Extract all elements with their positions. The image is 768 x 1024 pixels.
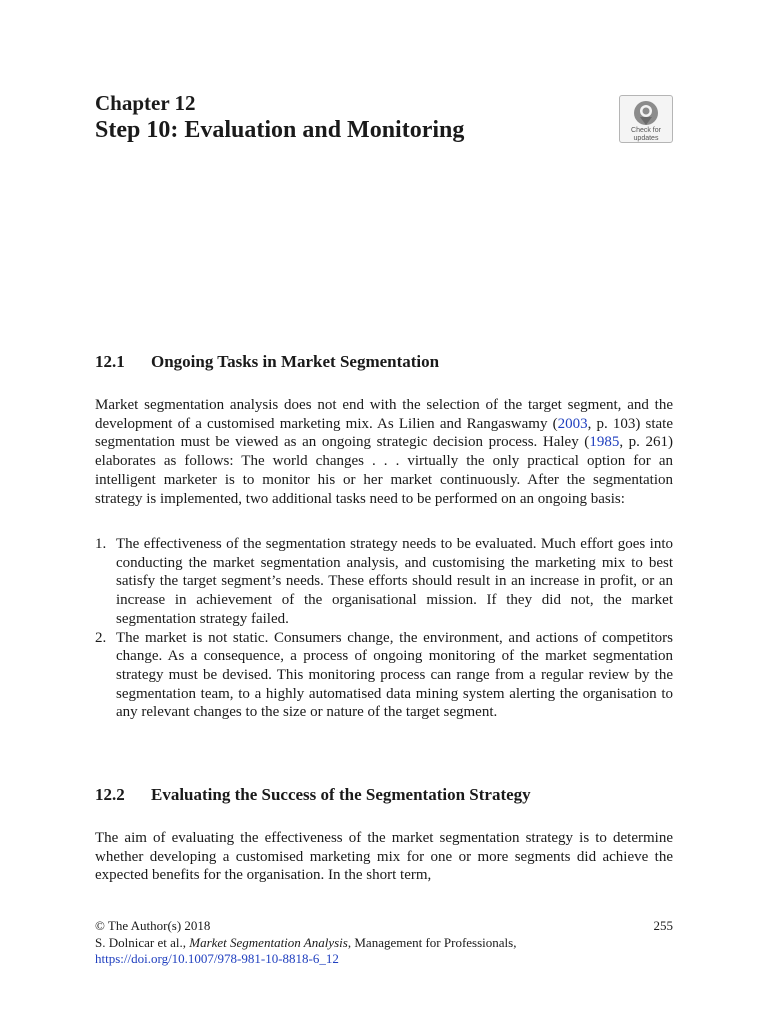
paragraph-text: Market segmentation analysis does not end with the selection of the target segment, and the development of a customised marketing mix. As Lilien and Rangaswamy (: [95, 397, 673, 432]
list-item: [95, 629, 673, 723]
citation-link-2003[interactable]: 2003: [557, 415, 588, 432]
paragraph-text: The aim of evaluating the effectiveness of the market segmentation strategy is to determine whether developing a customised marketing mix for one or more segments did achieve the expected benefits for the organisation. In the short term,: [95, 830, 673, 884]
chapter-label: Chapter 12: [95, 91, 196, 115]
paragraph-text: , p. 261) elaborates as follows: The world changes . . . virtually the only practical option for an intelligent marketer is to monitor his or her market continuously. After the segmentation strategy is implemented, two additional tasks need to be performed on an ongoing basis:: [95, 434, 673, 507]
doi-link[interactable]: https://doi.org/10.1007/978-981-10-8818-6_12: [95, 951, 339, 966]
section-heading-12-1: [95, 352, 439, 372]
section-1-paragraph: [95, 396, 673, 508]
badge-text-line1: Check for: [631, 127, 661, 134]
section-number: 12.1: [95, 352, 125, 371]
citation-book-title: Market Segmentation Analysis: [189, 934, 348, 950]
chapter-title: Step 10: Evaluation and Monitoring: [95, 117, 465, 143]
list-item-text: The market is not static. Consumers change, the environment, and actions of competitors change. As a consequence, a process of ongoing monitoring of the market segmentation strategy must be devised. This monitoring process can range from a regular review by the segmentation team, to a highly automatised data mining system alerting the organisation to any relevant changes to the size or nature of the target segment.: [116, 629, 673, 721]
list-marker: 1.: [95, 536, 107, 552]
badge-text-line2: updates: [633, 135, 659, 142]
section-number: 12.2: [95, 785, 125, 804]
section-heading-12-2: [95, 785, 531, 805]
citation-authors: S. Dolnicar et al.,: [95, 934, 190, 950]
section-title: Ongoing Tasks in Market Segmentation: [151, 352, 440, 371]
section-title: Evaluating the Success of the Segmentation Strategy: [151, 785, 531, 804]
list-item: [95, 535, 673, 629]
page-number: 255: [653, 918, 673, 933]
ongoing-tasks-list: [95, 535, 673, 722]
list-item-text: The effectiveness of the segmentation strategy needs to be evaluated. Much effort goes into conducting the market segmentation analysis, and customising the marketing mix to best satisfy the target segment’s needs. These efforts should result in an increase in profit, or an increase in achievement of the organisational mission. If they did not, the market segmentation strategy failed.: [116, 536, 673, 627]
copyright-line: © The Author(s) 2018: [95, 918, 211, 933]
list-marker: 2.: [95, 629, 107, 646]
crossmark-icon: [633, 100, 659, 126]
page-footer: [95, 918, 673, 968]
citation-series: , Management for Professionals,: [347, 934, 517, 950]
citation-link-1985[interactable]: 1985: [589, 434, 620, 451]
check-for-updates-badge[interactable]: [619, 95, 673, 143]
section-2-paragraph: [95, 829, 673, 885]
citation-line: [95, 935, 673, 952]
paragraph-text: , p. 103) state segmentation must be viewed as an ongoing strategic decision process. Haley (: [95, 415, 674, 451]
